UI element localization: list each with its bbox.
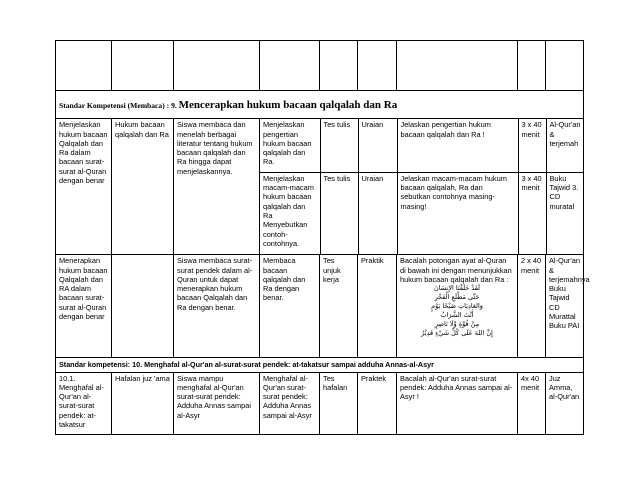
sub-rows-cell <box>260 119 584 255</box>
kd-cell: 10.1. Menghafal al-Qur'an al-surat-surat pendek: at-takatsur <box>56 372 112 434</box>
kegiatan-cell: Siswa membaca dan menelah berbagai literatur tentang hukum bacaan qalqalah dan Ra hingga dapat menjelaskannya. <box>174 119 260 255</box>
arabic-verse: لَقَدْ خَلَقْنَا الإِنسَانَ <box>433 284 481 293</box>
instrumen-cell <box>397 255 518 358</box>
sumber-cell: Juz Amma, al-Qur'an <box>546 372 584 434</box>
waktu-cell: 2 x 40 menit <box>518 255 546 358</box>
indikator-cell: Menjelaskan macam-macam hukum bacaan qalqalah dan Ra Menyebutkan contoh-contohnya. <box>260 172 320 254</box>
arabic-verse: وَالعَادِيَاتِ ضَبْحًا يَوْمٍ <box>431 302 483 311</box>
arabic-verse: إِنَّ اللهَ عَلَى كُلِّ شَيْءٍ قَدِيْرٌ <box>421 329 493 338</box>
competency-standard-row <box>56 91 584 119</box>
sub-row <box>260 119 584 172</box>
sumber-cell: Buku Tajwid 3. CD muratal <box>546 172 584 254</box>
syllabus-table <box>55 40 590 435</box>
arabic-verse: مِنْ قُوَّةٍ وَّلَا نَاصِرٍ <box>434 320 480 329</box>
kd-cell: Menjelaskan hukum bacaan Qalqalah dan Ra dalam bacaan surat-surat al-Quran dengan benar <box>56 119 112 255</box>
title-prefix: Standar Kompetensi (Membaca) : 9. <box>59 101 177 110</box>
sub-row <box>260 172 584 254</box>
materi-cell: Hafalan juz 'ama <box>112 372 174 434</box>
table-row <box>56 119 584 255</box>
competency-standard-title <box>56 91 584 119</box>
kegiatan-cell: Siswa mampu menghafal al-Qur'an surat-surat pendek: Adduha Annas sampai al-Asyr <box>174 372 260 434</box>
indikator-cell: Menjelaskan pengertian hukum bacaan qalqalah dan Ra. <box>260 119 320 172</box>
materi-cell: Hukum bacaan qalqalah dan Ra <box>112 119 174 255</box>
teknik-cell: Tes unjuk kerja <box>320 255 358 358</box>
competency-standard-row <box>56 358 584 372</box>
instrumen-text: Bacalah potongan ayat al-Quran di bawah ini dengan menunjukkan hukum bacaan qalqalah dan Ra : <box>400 256 512 284</box>
bentuk-cell: Uraian <box>358 119 397 172</box>
instrumen-cell: Bacalah al-Qur'an surat-surat pendek: Adduha Annas sampai al-Asyr ! <box>397 372 518 434</box>
instrumen-cell: Jelaskan macam-macam hukum bacaan qalqalah, Ra dan sebutkan contohnya masing-masing! <box>397 172 518 254</box>
competency-standard-title-2: Standar kompetensi: 10. Menghafal al-Qur'an al-surat-surat pendek: at-takatsur sampai adduha Annas-al-Asyr <box>56 358 584 372</box>
header-blank-row <box>56 41 584 91</box>
bentuk-cell: Praktek <box>358 372 397 434</box>
sub-table <box>260 119 584 254</box>
teknik-cell: Tes tulis <box>320 172 358 254</box>
table-row <box>56 255 584 358</box>
waktu-cell: 3 x 40 menit <box>518 172 546 254</box>
bentuk-cell: Uraian <box>358 172 397 254</box>
teknik-cell: Tes hafalan <box>320 372 358 434</box>
indikator-cell: Membaca bacaan qalqalah dan Ra dengan benar. <box>260 255 320 358</box>
arabic-verse: حَتَّى مَطْلَعِ الْفَجْرِ <box>434 293 480 302</box>
indikator-cell: Menghafal al-Qur'an surat-surat pendek: Adduha Annas sampai al-Asyr <box>260 372 320 434</box>
materi-cell <box>112 255 174 358</box>
arabic-verse: أَنْتَ الشَّرَابُ <box>440 311 474 320</box>
kd-cell: Menerapkan hukum bacaan Qalqalah dan RA dalam bacaan surat-surat al-Quran dengan benar <box>56 255 112 358</box>
instrumen-cell: Jelaskan pengertian hukum bacaan qalqalah dan Ra ! <box>397 119 518 172</box>
teknik-cell: Tes tulis <box>320 119 358 172</box>
waktu-cell: 3 x 40 menit <box>518 119 546 172</box>
sumber-cell: Al-Qur'an & terjemahnya Buku Tajwid CD Murattal Buku PAI <box>546 255 584 358</box>
sumber-cell: Al-Qur'an & terjemah <box>549 120 581 148</box>
kegiatan-cell: Siswa membaca surat-surat pendek dalam al-Quran untuk dapat menerapkan hukum bacaan Qalqalah dan Ra dengan benar. <box>174 255 260 358</box>
table-row <box>56 372 584 434</box>
title-main: Mencerapkan hukum bacaan qalqalah dan Ra <box>178 99 398 111</box>
waktu-cell: 4x 40 menit <box>518 372 546 434</box>
bentuk-cell: Praktik <box>358 255 397 358</box>
